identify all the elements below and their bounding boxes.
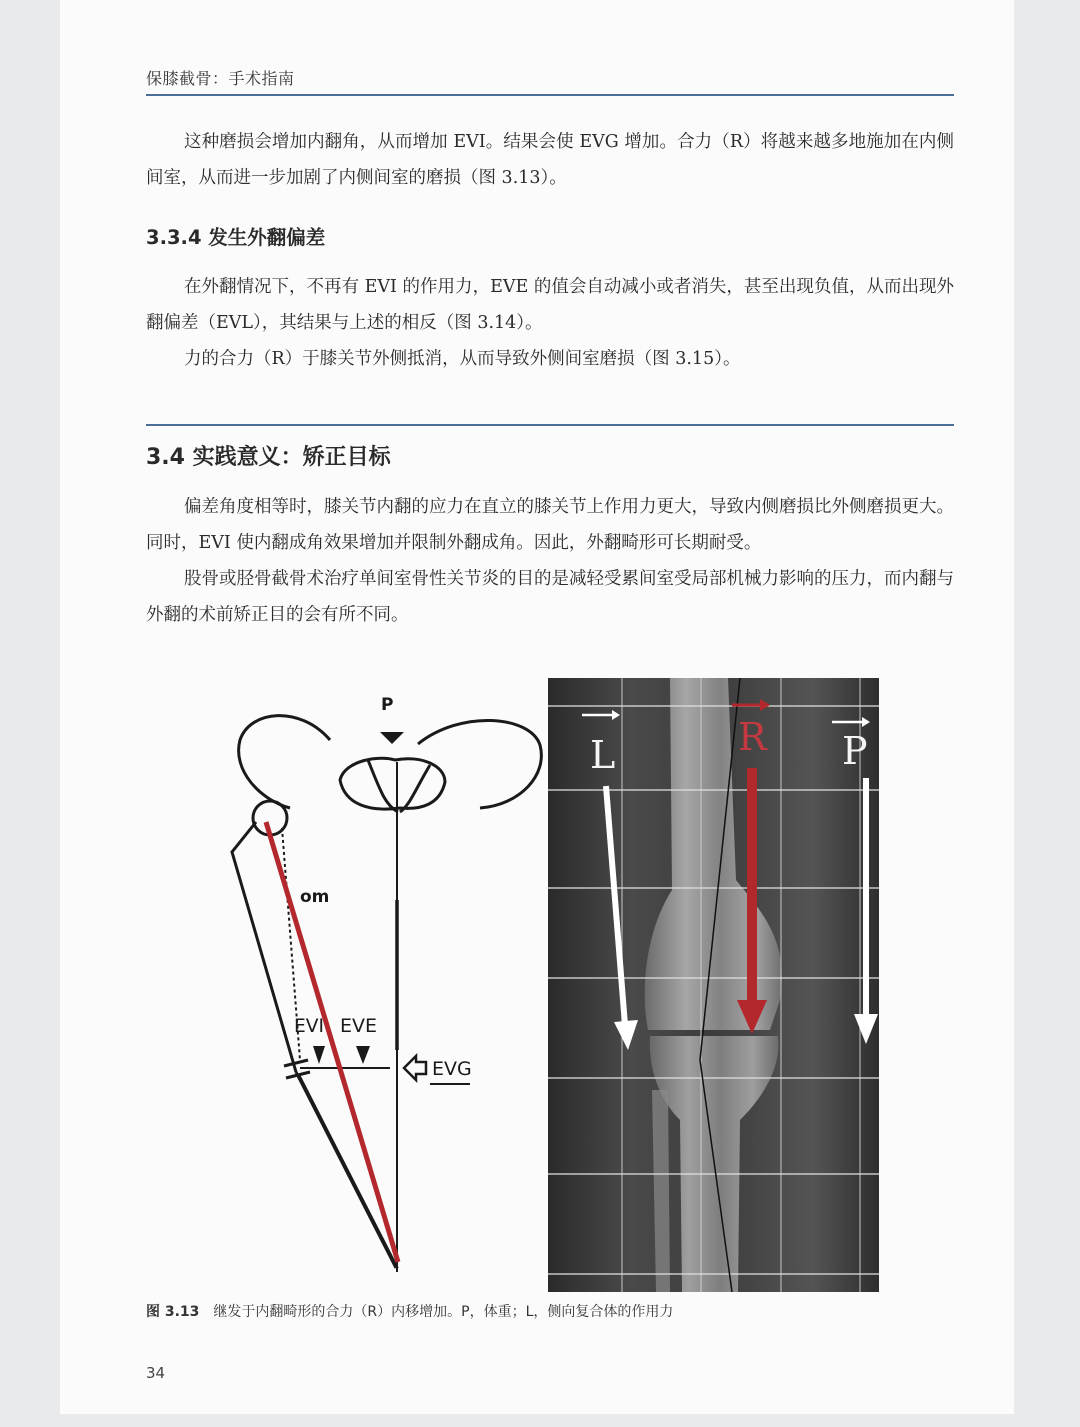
page-number: 34: [146, 1364, 166, 1382]
caption-number: 图 3.13: [146, 1304, 200, 1320]
xray-label-l: L: [590, 733, 616, 777]
subsection-heading: 3.3.4 发生外翻偏差: [146, 226, 326, 249]
paragraph-1: 这种磨损会增加内翻角，从而增加 EVI。结果会使 EVG 增加。合力（R）将越来越多地施加在内侧间室，从而进一步加剧了内侧间室的磨损（图 3.13）。: [146, 132, 954, 188]
evi-arrow: [313, 1046, 325, 1064]
eve-arrow: [356, 1046, 370, 1064]
caption-text: 继发于内翻畸形的合力（R）内移增加。P，体重；L，侧向复合体的作用力: [213, 1304, 674, 1320]
label-evi: EVI: [294, 1015, 324, 1037]
paragraph-2: 在外翻情况下，不再有 EVI 的作用力，EVE 的值会自动减小或者消失，甚至出现负值，从而出现外翻偏差（EVL），其结果与上述的相反（图 3.14）。: [146, 277, 954, 333]
label-om: om: [300, 887, 330, 907]
label-evg: EVG: [432, 1058, 472, 1080]
paragraph-5: 股骨或胫骨截骨术治疗单间室骨性关节炎的目的是减轻受累间室受局部机械力影响的压力，而内翻与外翻的术前矫正目的会有所不同。: [146, 569, 954, 625]
running-title: 保膝截骨：手术指南: [146, 69, 295, 88]
pelvis-leg-diagram: [232, 716, 541, 1272]
weight-arrow: [380, 732, 404, 744]
paragraph-4: 偏差角度相等时，膝关节内翻的应力在直立的膝关节上作用力更大，导致内侧磨损比外侧磨损更大。同时，EVI 使内翻成角效果增加并限制外翻成角。因此，外翻畸形可长期耐受。: [146, 497, 954, 553]
xray-label-r: R: [738, 715, 767, 759]
paragraph-3: 力的合力（R）于膝关节外侧抵消，从而导致外侧间室磨损（图 3.15）。: [184, 349, 741, 369]
label-eve: EVE: [340, 1015, 378, 1037]
section-heading: 3.4 实践意义：矫正目标: [146, 445, 391, 470]
label-p: P: [381, 695, 394, 715]
figure-caption: [146, 1301, 673, 1321]
xray-label-p: P: [842, 729, 868, 773]
evg-arrow: [404, 1056, 426, 1080]
